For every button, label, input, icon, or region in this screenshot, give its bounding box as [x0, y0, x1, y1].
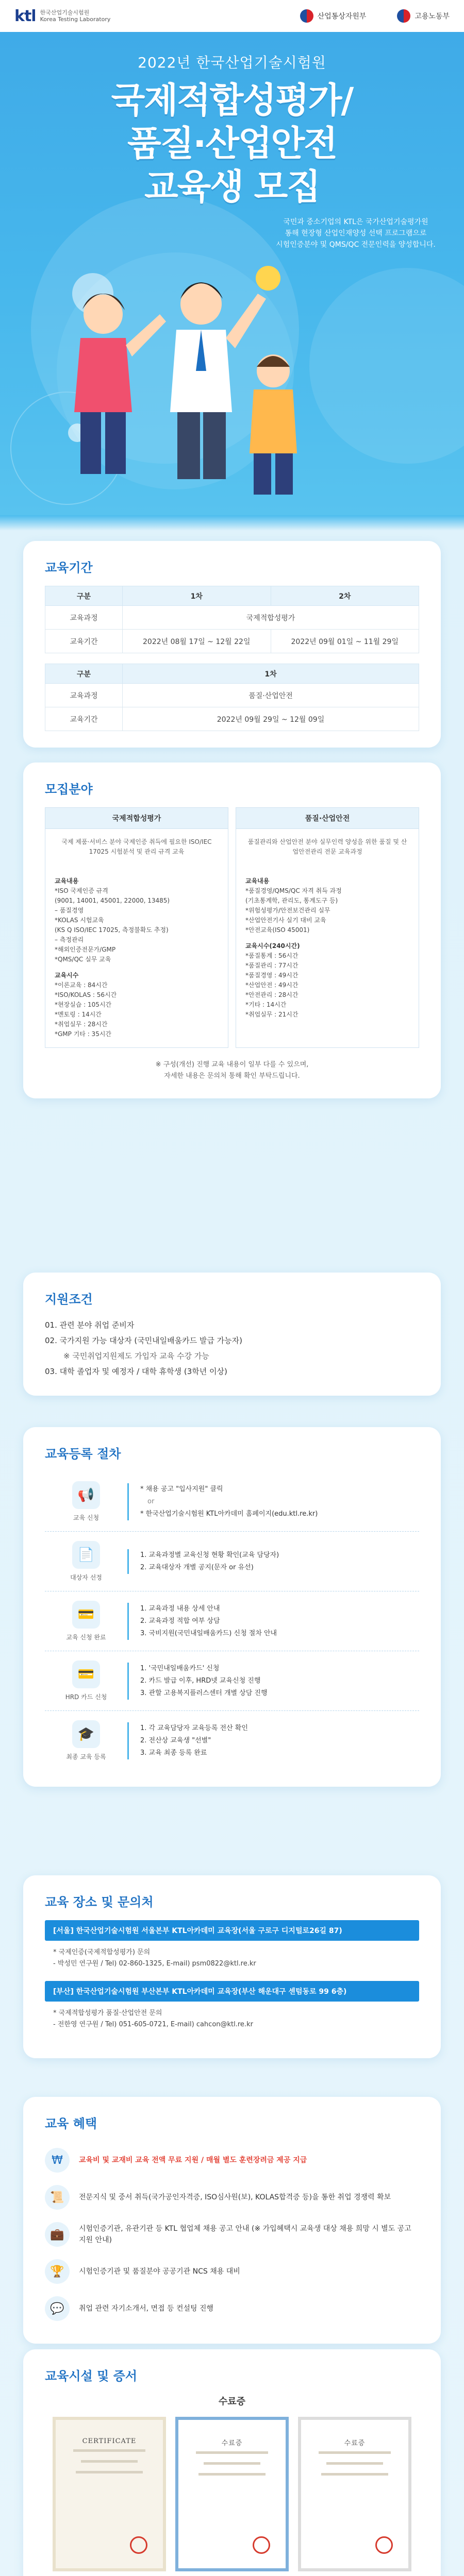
- condition-item: 01. 관련 분야 취업 준비자: [45, 1320, 135, 1330]
- list-item: *취업실무 : 21시간: [245, 1011, 299, 1018]
- list-item: (KS Q ISO/IEC 17025, 측정불확도 추정): [55, 926, 169, 934]
- section-process: [23, 1427, 441, 1787]
- step-line: 1. 교육과정 내용 상세 안내: [140, 1604, 220, 1613]
- step-line: 3. 교육 최종 등록 완료: [140, 1749, 207, 1757]
- field-column-quality: [236, 807, 419, 1048]
- step-caption: 교육 신청: [73, 1514, 100, 1521]
- note-line: 자세한 내용은 문의처 통해 확인 부탁드립니다.: [164, 1072, 300, 1080]
- card-icon: 💳: [72, 1601, 100, 1629]
- hero-desc-line: 통해 현장형 산업인재양성 선택 프로그램으로: [285, 229, 427, 238]
- table-cell: 교육기간: [45, 707, 123, 731]
- benefit-text: 취업 관련 자기소개서, 면접 등 컨설팅 진행: [79, 2304, 214, 2313]
- ktl-logo[interactable]: [14, 7, 110, 25]
- ktl-logo-sub-english: Korea Testing Laboratory: [40, 16, 111, 23]
- field-title: 국제적합성평가: [45, 808, 228, 829]
- note-line: ※ 구성(개선) 진행 교육 내용이 일부 다를 수 있으며,: [155, 1061, 309, 1069]
- government-emblem-icon: [397, 9, 410, 23]
- seal-icon: [253, 2536, 270, 2554]
- list-item: *품질통계 : 56시간: [245, 952, 299, 959]
- condition-note: ※ 국민취업지원제도 가입자 교육 수강 가능: [63, 1351, 209, 1361]
- field-intro: 품질관리와 산업안전 분야 실무인력 양성을 위한 품질 및 산업안전관리 전문 교육과정: [247, 838, 407, 855]
- table-cell: 2022년 09월 29일 ~ 12월 09일: [123, 707, 419, 731]
- field-subheading: 교육내용: [55, 877, 79, 885]
- step-line: 2. 카드 발급 이후, HRD넷 교육신청 진행: [140, 1676, 261, 1685]
- table-cell: 교육과정: [45, 606, 123, 630]
- contact-location-busan: [부산] 한국산업기술시험원 부산본부 KTL아카데미 교육장(부산 해운대구 센텀동로 99 6층): [45, 1981, 419, 2002]
- seal-icon: [375, 2536, 393, 2554]
- section-fields: [23, 762, 441, 1098]
- table-cell: 품질·산업안전: [123, 684, 419, 707]
- process-step: [45, 1472, 419, 1532]
- benefit-item: [45, 2179, 419, 2216]
- hero-desc-line: 시험인증분야 및 QMS/QC 전문인력을 양성합니다.: [276, 241, 436, 249]
- list-item: *QMS/QC 실무 교육: [55, 956, 111, 963]
- step-line: 3. 국비지원(국민내일배움카드) 신청 절차 안내: [140, 1629, 277, 1637]
- table-header: 2차: [271, 586, 419, 606]
- hero-title-line: 국제적합성평가/: [111, 80, 353, 121]
- contact-line[interactable]: - 전한영 연구원 / Tel) 051-605-0721, E-mail) cahcon@ktl.re.kr: [53, 2021, 253, 2028]
- table-row: [45, 606, 419, 630]
- certificate-image[interactable]: [53, 2417, 166, 2571]
- hero-subtitle: 2022년 한국산업기술시험원: [138, 54, 326, 71]
- benefit-item: [45, 2290, 419, 2327]
- benefit-text: 시험인증기관, 유관기관 등 KTL 협업체 채용 공고 안내 (※ 가입혜택시 교육생 대상 채용 희망 시 별도 공고 지원 안내): [79, 2225, 411, 2244]
- trophy-icon: 🏆: [45, 2259, 70, 2284]
- list-item: *기타 : 14시간: [245, 1001, 287, 1008]
- step-caption: HRD 카드 신청: [65, 1693, 107, 1701]
- benefit-text: 전문지식 및 중서 취득(국가공인자격증, ISO심사원(보), KOLAS합격증 등)을 통한 취업 경쟁력 확보: [79, 2193, 391, 2201]
- contact-line[interactable]: - 박성민 연구원 / Tel) 02-860-1325, E-mail) psm0822@ktl.re.kr: [53, 1960, 256, 1968]
- hero-headline: [0, 52, 464, 209]
- step-line: 1. '국민내일배움카드' 신청: [140, 1664, 220, 1672]
- table-cell: 국제적합성평가: [123, 606, 419, 630]
- hero-title-line: 교육생 모집: [144, 167, 320, 208]
- table-row: [45, 707, 419, 731]
- fields-note: [45, 1059, 419, 1082]
- step-line: 1. 각 교육담당자 교육등록 전산 확인: [140, 1724, 248, 1732]
- table-header: 1차: [123, 586, 271, 606]
- ktl-logo-sub-korean: 한국산업기술시험원: [40, 9, 90, 16]
- process-step: [45, 1711, 419, 1770]
- benefit-text: 교육비 및 교재비 교육 전액 무료 지원 / 매월 별도 훈련장려금 제공 지급: [79, 2156, 307, 2164]
- step-caption: 최종 교육 등록: [66, 1753, 106, 1760]
- list-item: *안전교육(ISO 45001): [245, 926, 310, 934]
- list-item: *취업실무 : 28시간: [55, 1021, 108, 1028]
- students-illustration: [31, 216, 320, 505]
- list-item: *위험성평가/안전보건관리 실무: [245, 907, 330, 914]
- step-line: 1. 교육과정별 교육신청 현황 확인(교육 담당자): [140, 1551, 279, 1559]
- period-table-1: [45, 586, 419, 653]
- list-item: *KOLAS 시험교육: [55, 917, 104, 924]
- list-item: *이론교육 : 84시간: [55, 981, 108, 989]
- process-step: [45, 1532, 419, 1591]
- benefit-item: [45, 2216, 419, 2253]
- graduate-icon: 🎓: [72, 1720, 100, 1748]
- certs-title: 수료증: [218, 2396, 246, 2407]
- certificate-label: 수료증: [344, 2439, 366, 2447]
- money-icon: ₩: [45, 2148, 70, 2173]
- condition-item: 02. 국가지원 가능 대상자 (국민내일배움카드 발급 가능자): [45, 1336, 242, 1345]
- section-facilities: [23, 2349, 441, 2576]
- field-subheading: 교육내용: [245, 877, 270, 885]
- certificate-label: CERTIFICATE: [82, 2437, 137, 2445]
- section-heading: 교육등록 절차: [45, 1447, 121, 1461]
- field-title: 품질·산업안전: [236, 808, 419, 829]
- ktl-logo-mark: ktl: [14, 7, 36, 25]
- list-item: *멘토링 : 14시간: [55, 1011, 102, 1018]
- list-item: *품질경영 : 49시간: [245, 972, 299, 979]
- partner-moel: [397, 9, 450, 23]
- section-heading: 모집분야: [45, 782, 93, 796]
- field-subheading: 교육시수(240시간): [245, 942, 300, 950]
- partner-motie: [300, 9, 367, 23]
- section-heading: 지원조건: [45, 1292, 93, 1307]
- step-line: 2. 교육대상자 개별 공지(문자 or 유선): [140, 1563, 254, 1571]
- field-intro: 국제 제품·서비스 분야 국제인증 취득에 필요한 ISO/IEC 17025 시험분석 및 관리 규격 교육: [61, 838, 212, 855]
- contact-line: * 국제인증(국제적합성평가) 문의: [53, 1948, 151, 1956]
- megaphone-icon: 📢: [72, 1481, 100, 1509]
- field-column-international: [45, 807, 228, 1048]
- table-row: [45, 630, 419, 653]
- contact-line: * 국제적합성평가 품질·산업안전 문의: [53, 2009, 162, 2017]
- section-heading: 교육기간: [45, 561, 93, 575]
- list-item: – 품질경영: [55, 907, 84, 914]
- list-item: *ISO/KOLAS : 56시간: [55, 991, 117, 998]
- list-item: *해외인증전문가/GMP: [55, 946, 116, 953]
- step-line: 3. 관할 고용복지플러스센터 개별 상담 진행: [140, 1689, 268, 1697]
- step-line: or: [147, 1497, 155, 1505]
- list-item: *품질관리 : 77시간: [245, 962, 299, 969]
- benefit-text: 시험인증기관 및 품질분야 공공기관 NCS 채용 대비: [79, 2267, 240, 2276]
- partner-label: 산업통상자원부: [317, 12, 367, 21]
- process-step: [45, 1651, 419, 1711]
- card-icon: 💳: [72, 1660, 100, 1688]
- contact-location-seoul: [서울] 한국산업기술시험원 서울본부 KTL아카데미 교육장(서울 구로구 디지털로26길 87): [45, 1920, 419, 1941]
- section-conditions: [23, 1273, 441, 1396]
- benefit-item: [45, 2253, 419, 2290]
- step-line[interactable]: * 한국산업기술시험원 KTL아카데미 홈페이지(edu.ktl.re.kr): [140, 1510, 318, 1518]
- chat-icon: 💬: [45, 2296, 70, 2321]
- section-heading: 교육 장소 및 문의처: [45, 1895, 154, 1909]
- benefit-item: [45, 2142, 419, 2179]
- list-item: *GMP 기타 : 35시간: [55, 1030, 112, 1038]
- list-item: – 측정관리: [55, 936, 84, 943]
- list-item: *품질경영/QMS/QC 자격 취득 과정: [245, 887, 342, 894]
- section-heading: 교육시설 및 증서: [45, 2369, 137, 2383]
- certificate-icon: 📜: [45, 2185, 70, 2210]
- certificate-gallery: [45, 2417, 419, 2571]
- section-benefits: [23, 2097, 441, 2344]
- table-cell: 교육과정: [45, 684, 123, 707]
- section-contact: [23, 1875, 441, 2058]
- step-caption: 교육 신청 완료: [66, 1634, 106, 1641]
- list-item: *ISO 국제인증 규격: [55, 887, 108, 894]
- list-item: *산업안전 : 49시간: [245, 981, 299, 989]
- partner-logos: [300, 9, 450, 23]
- hero-desc-line: 국민과 중소기업의 KTL은 국가산업기술평가원: [283, 218, 428, 226]
- section-period: [23, 541, 441, 748]
- table-cell: 2022년 08월 17일 ~ 12월 22일: [123, 630, 271, 653]
- list-item: (기초통계학, 관리도, 통계도구 등): [245, 897, 338, 904]
- top-bar: [0, 0, 464, 32]
- condition-item: 03. 대학 졸업자 및 예정자 / 대학 휴학생 (3학년 이상): [45, 1367, 227, 1376]
- government-emblem-icon: [300, 9, 313, 23]
- step-line: 2. 교육과정 적합 여부 상담: [140, 1617, 220, 1625]
- table-cell: 교육기간: [45, 630, 123, 653]
- list-item: (9001, 14001, 45001, 22000, 13485): [55, 897, 170, 904]
- document-icon: 📄: [72, 1541, 100, 1569]
- step-line: * 채용 공고 "입사지원" 클릭: [140, 1485, 223, 1493]
- step-caption: 대상자 선정: [70, 1574, 102, 1581]
- hero-title-line: 품질·산업안전: [127, 124, 337, 164]
- certificate-label: 수료증: [221, 2439, 243, 2447]
- table-header: 1차: [123, 664, 419, 684]
- period-table-2: [45, 664, 419, 731]
- hero-banner: [0, 0, 464, 515]
- table-row: [45, 684, 419, 707]
- section-heading: 교육 혜택: [45, 2116, 97, 2131]
- partner-label: 고용노동부: [415, 12, 450, 21]
- list-item: *안전관리 : 28시간: [245, 991, 299, 998]
- field-subheading: 교육시수: [55, 972, 79, 979]
- certificate-image[interactable]: [175, 2417, 289, 2571]
- step-line: 2. 전산상 교육생 "선별": [140, 1736, 211, 1744]
- decor-circle: [309, 268, 464, 464]
- hero-title: [0, 79, 464, 209]
- seal-icon: [130, 2536, 147, 2554]
- briefcase-icon: 💼: [45, 2222, 70, 2247]
- process-step: [45, 1591, 419, 1651]
- list-item: *산업안전기사 실기 대비 교육: [245, 917, 326, 924]
- table-header: 구분: [45, 586, 123, 606]
- list-item: *현장실습 : 105시간: [55, 1001, 112, 1008]
- certificate-image[interactable]: [298, 2417, 411, 2571]
- table-cell: 2022년 09월 01일 ~ 11월 29일: [271, 630, 419, 653]
- table-header: 구분: [45, 664, 123, 684]
